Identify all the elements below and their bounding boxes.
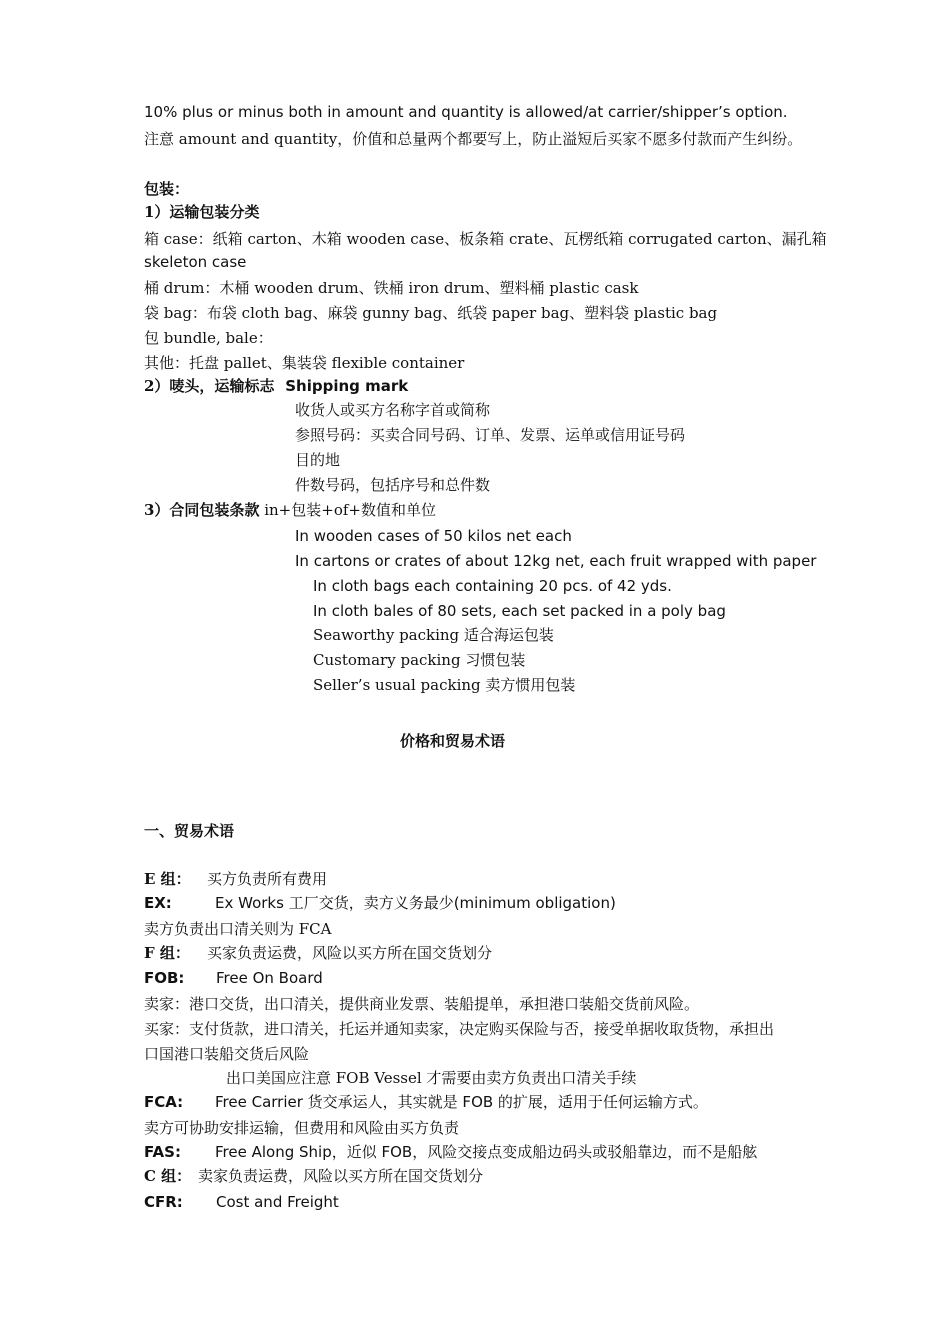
fca-note: 卖方负责出口清关则为 FCA <box>144 920 332 938</box>
shipping-mark-cn: 2）唛头，运输标志 <box>144 377 275 395</box>
packing-section-2-title <box>144 376 408 396</box>
ex-text: Ex Works 工厂交货，卖方义务最少(minimum obligation) <box>215 894 616 912</box>
cfr-text: Cost and Freight <box>216 1193 339 1211</box>
e-group-text: 买方负责所有费用 <box>207 870 328 888</box>
packing-clause: In cloth bales of 80 sets, each set packed in a poly bag <box>313 602 726 620</box>
tolerance-line-2: 注意 amount and quantity，价值和总量两个都要写上，防止溢短后买家不愿多付款而产生纠纷。 <box>144 130 803 148</box>
packing-other-line: 其他：托盘 pallet、集装袋 flexible container <box>144 354 465 372</box>
packing-clause: In cartons or crates of about 12kg net, each fruit wrapped with paper <box>295 552 817 570</box>
fas-label: FAS: <box>144 1143 181 1161</box>
packing-bundle-line: 包 bundle, bale： <box>144 329 273 347</box>
fob-vessel-note: 出口美国应注意 FOB Vessel 才需要由卖方负责出口清关手续 <box>226 1069 637 1087</box>
fas-text: Free Along Ship，近似 FOB，风险交接点变成船边码头或驳船靠边，而不是船舷 <box>215 1143 758 1161</box>
buyer-duty-line-2: 口国港口装船交货后风险 <box>144 1045 310 1063</box>
shipping-mark-en: Shipping mark <box>285 377 409 395</box>
mark-item: 参照号码：买卖合同号码、订单、发票、运单或信用证号码 <box>295 426 686 444</box>
f-group-label: F 组： <box>144 944 190 962</box>
fas-line <box>144 1142 757 1162</box>
packing-section-3-title <box>144 500 436 520</box>
packing-clause: In cloth bags each containing 20 pcs. of 42 yds. <box>313 577 672 595</box>
packing-case-line-2: skeleton case <box>144 253 247 271</box>
ex-line <box>144 893 616 913</box>
tolerance-line-1: 10% plus or minus both in amount and quantity is allowed/at carrier/shipper’s option. <box>144 103 788 121</box>
e-group-label: E 组： <box>144 870 191 888</box>
ex-label: EX: <box>144 894 172 912</box>
c-group-line <box>144 1166 483 1186</box>
fca-extra: 卖方可协助安排运输，但费用和风险由买方负责 <box>144 1119 460 1137</box>
fob-text: Free On Board <box>216 969 323 987</box>
c-group-label: C 组： <box>144 1167 192 1185</box>
mark-item: 收货人或买方名称字首或简称 <box>295 401 491 419</box>
packing-clause: In wooden cases of 50 kilos net each <box>295 527 572 545</box>
packing-case-line-1: 箱 case：纸箱 carton、木箱 wooden case、板条箱 crate、瓦楞纸箱 corrugated carton、漏孔箱 <box>144 230 827 248</box>
packing-clause: Seaworthy packing 适合海运包装 <box>313 626 554 644</box>
mark-item: 目的地 <box>295 451 341 469</box>
fca-text: Free Carrier 货交承运人，其实就是 FOB 的扩展，适用于任何运输方式。 <box>215 1093 708 1111</box>
fca-label: FCA: <box>144 1093 184 1111</box>
mark-item: 件数号码，包括序号和总件数 <box>295 476 491 494</box>
seller-duty: 卖家：港口交货，出口清关，提供商业发票、装船提单，承担港口装船交货前风险。 <box>144 995 700 1013</box>
trade-terms-heading: 一、贸易术语 <box>144 822 235 840</box>
f-group-line <box>144 943 492 963</box>
f-group-text: 买家负责运费，风险以买方所在国交货划分 <box>207 944 493 962</box>
fob-line <box>144 968 323 988</box>
packing-heading: 包装： <box>144 180 190 198</box>
fob-label: FOB: <box>144 969 185 987</box>
packing-section-1-title: 1）运输包装分类 <box>144 203 260 221</box>
cfr-label: CFR: <box>144 1193 183 1211</box>
buyer-duty-line-1: 买家：支付货款，进口清关，托运并通知卖家，决定购买保险与否，接受单据收取货物，承担出 <box>144 1020 775 1038</box>
packing-clause: Customary packing 习惯包装 <box>313 651 526 669</box>
e-group-line <box>144 869 327 889</box>
c-group-text: 卖家负责运费，风险以买方所在国交货划分 <box>198 1167 484 1185</box>
cfr-line <box>144 1192 339 1212</box>
packing-clause: Seller’s usual packing 卖方惯用包装 <box>313 676 576 694</box>
packing-drum-line: 桶 drum：木桶 wooden drum、铁桶 iron drum、塑料桶 plastic cask <box>144 279 639 297</box>
price-section-title: 价格和贸易术语 <box>400 732 506 750</box>
contract-clause-formula: in+包装+of+数值和单位 <box>259 501 436 519</box>
packing-bag-line: 袋 bag：布袋 cloth bag、麻袋 gunny bag、纸袋 paper bag、塑料袋 plastic bag <box>144 304 718 322</box>
contract-clause-title: 3）合同包装条款 <box>144 501 260 519</box>
fca-line <box>144 1092 708 1112</box>
